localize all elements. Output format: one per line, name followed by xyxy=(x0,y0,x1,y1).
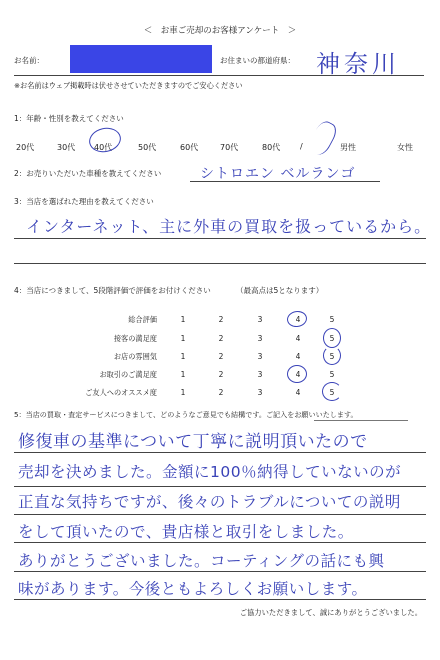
answer-line xyxy=(14,542,426,543)
rating-cell: 2 xyxy=(218,352,224,361)
rating-cell: 1 xyxy=(180,388,186,397)
q3-underline-1 xyxy=(14,238,426,239)
rating-row-label-transaction: お取引のご満足度 xyxy=(99,370,157,379)
q2-answer: シトロエン ベルランゴ xyxy=(200,166,356,182)
rating-cell: 2 xyxy=(218,370,224,379)
q5-answer-line-6: 味があります。今後ともよろしくお願いします。 xyxy=(18,580,368,598)
q3-label: 3：当店を選ばれた理由を教えてください xyxy=(14,197,154,206)
answer-line xyxy=(14,452,426,453)
survey-title: ＜ お車ご売却のお客様アンケート ＞ xyxy=(143,26,297,36)
gender-separator: / xyxy=(300,142,303,151)
age-option-70: 70代 xyxy=(220,143,239,152)
rating-cell: 3 xyxy=(257,334,263,343)
rating-cell: 2 xyxy=(218,315,224,324)
q4-note: （最高点は5となります） xyxy=(236,286,324,295)
rating-cell: 5 xyxy=(329,334,335,343)
rating-cell: 1 xyxy=(180,315,186,324)
rating-cell: 4 xyxy=(295,315,301,324)
footer-thanks: ご協力いただきまして、誠にありがとうございました。 xyxy=(239,608,422,617)
rating-cell: 3 xyxy=(257,315,263,324)
q5-answer-line-1: 修復車の基準について丁寧に説明頂いたので xyxy=(18,432,368,452)
q3-answer: インターネット、主に外車の買取を扱っているから。 xyxy=(26,217,432,236)
q5-answer-line-4: をして頂いたので、貴店様と取引をしました。 xyxy=(18,523,354,541)
rating-row-label-recommend: ご友人へのオススメ度 xyxy=(85,388,157,397)
rating-cell: 3 xyxy=(257,352,263,361)
age-option-60: 60代 xyxy=(180,143,199,152)
name-underline xyxy=(14,75,424,76)
q3-underline-2 xyxy=(14,263,426,264)
rating-cell: 2 xyxy=(218,388,224,397)
name-label: お名前： xyxy=(14,56,44,65)
rating-selected-circle xyxy=(322,382,342,401)
answer-line xyxy=(14,514,426,515)
age-option-80: 80代 xyxy=(262,143,281,152)
age-option-40: 40代 xyxy=(94,143,113,152)
selected-age-circle xyxy=(87,125,123,155)
selected-gender-mark xyxy=(306,118,340,157)
q1-label: 1：年齢・性別を教えてください xyxy=(14,114,124,123)
prefecture-value: 神奈川 xyxy=(316,50,400,78)
q5-answer-line-2: 売却を決めました。金額に100％納得していないのが xyxy=(18,463,402,481)
rating-cell: 3 xyxy=(257,388,263,397)
rating-cell: 4 xyxy=(295,388,301,397)
rating-cell: 1 xyxy=(180,352,186,361)
rating-cell: 5 xyxy=(329,352,335,361)
q2-label: 2：お売りいただいた車種を教えてください xyxy=(14,169,162,178)
rating-cell: 5 xyxy=(329,370,335,379)
rating-selected-circle xyxy=(323,328,341,348)
q5-label: 5：当店の買取・査定サービスにつきまして、どのようなご意見でも結構です。ご記入をお願いいたします。 xyxy=(14,410,358,419)
web-note: ※お名前はウェブ掲載時は伏せさせていただきますのでご安心ください xyxy=(14,81,243,90)
gender-option-male: 男性 xyxy=(340,143,356,152)
rating-cell: 5 xyxy=(329,388,335,397)
rating-selected-circle xyxy=(287,365,307,383)
rating-row-label-service: 接客の満足度 xyxy=(113,334,157,343)
q5-label-underline xyxy=(314,420,408,421)
rating-cell: 4 xyxy=(295,352,301,361)
rating-row-label-overall: 総合評価 xyxy=(128,315,157,324)
rating-cell: 4 xyxy=(295,334,301,343)
q5-answer-line-3: 正直な気持ちですが、後々のトラブルについての説明 xyxy=(18,493,401,511)
rating-selected-circle xyxy=(286,310,308,329)
answer-line xyxy=(14,486,426,487)
age-option-30: 30代 xyxy=(57,143,76,152)
q4-label: 4：当店につきまして、5段階評価で評価をお付けください xyxy=(14,286,211,295)
age-option-50: 50代 xyxy=(138,143,157,152)
gender-option-female: 女性 xyxy=(397,143,413,152)
rating-row-label-atmosphere: お店の雰囲気 xyxy=(113,352,157,361)
answer-line xyxy=(14,571,426,572)
rating-cell: 3 xyxy=(257,370,263,379)
rating-cell: 4 xyxy=(295,370,301,379)
rating-cell: 5 xyxy=(329,315,335,324)
rating-cell: 2 xyxy=(218,334,224,343)
rating-selected-circle xyxy=(323,346,341,365)
q5-answer-line-5: ありがとうございました。コーティングの話にも興 xyxy=(18,552,385,570)
rating-cell: 1 xyxy=(180,334,186,343)
name-redaction-box xyxy=(70,45,212,73)
answer-line xyxy=(14,599,426,600)
rating-cell: 1 xyxy=(180,370,186,379)
prefecture-label: お住まいの都道府県： xyxy=(220,56,295,65)
q2-underline xyxy=(190,181,380,182)
age-option-20: 20代 xyxy=(16,143,35,152)
